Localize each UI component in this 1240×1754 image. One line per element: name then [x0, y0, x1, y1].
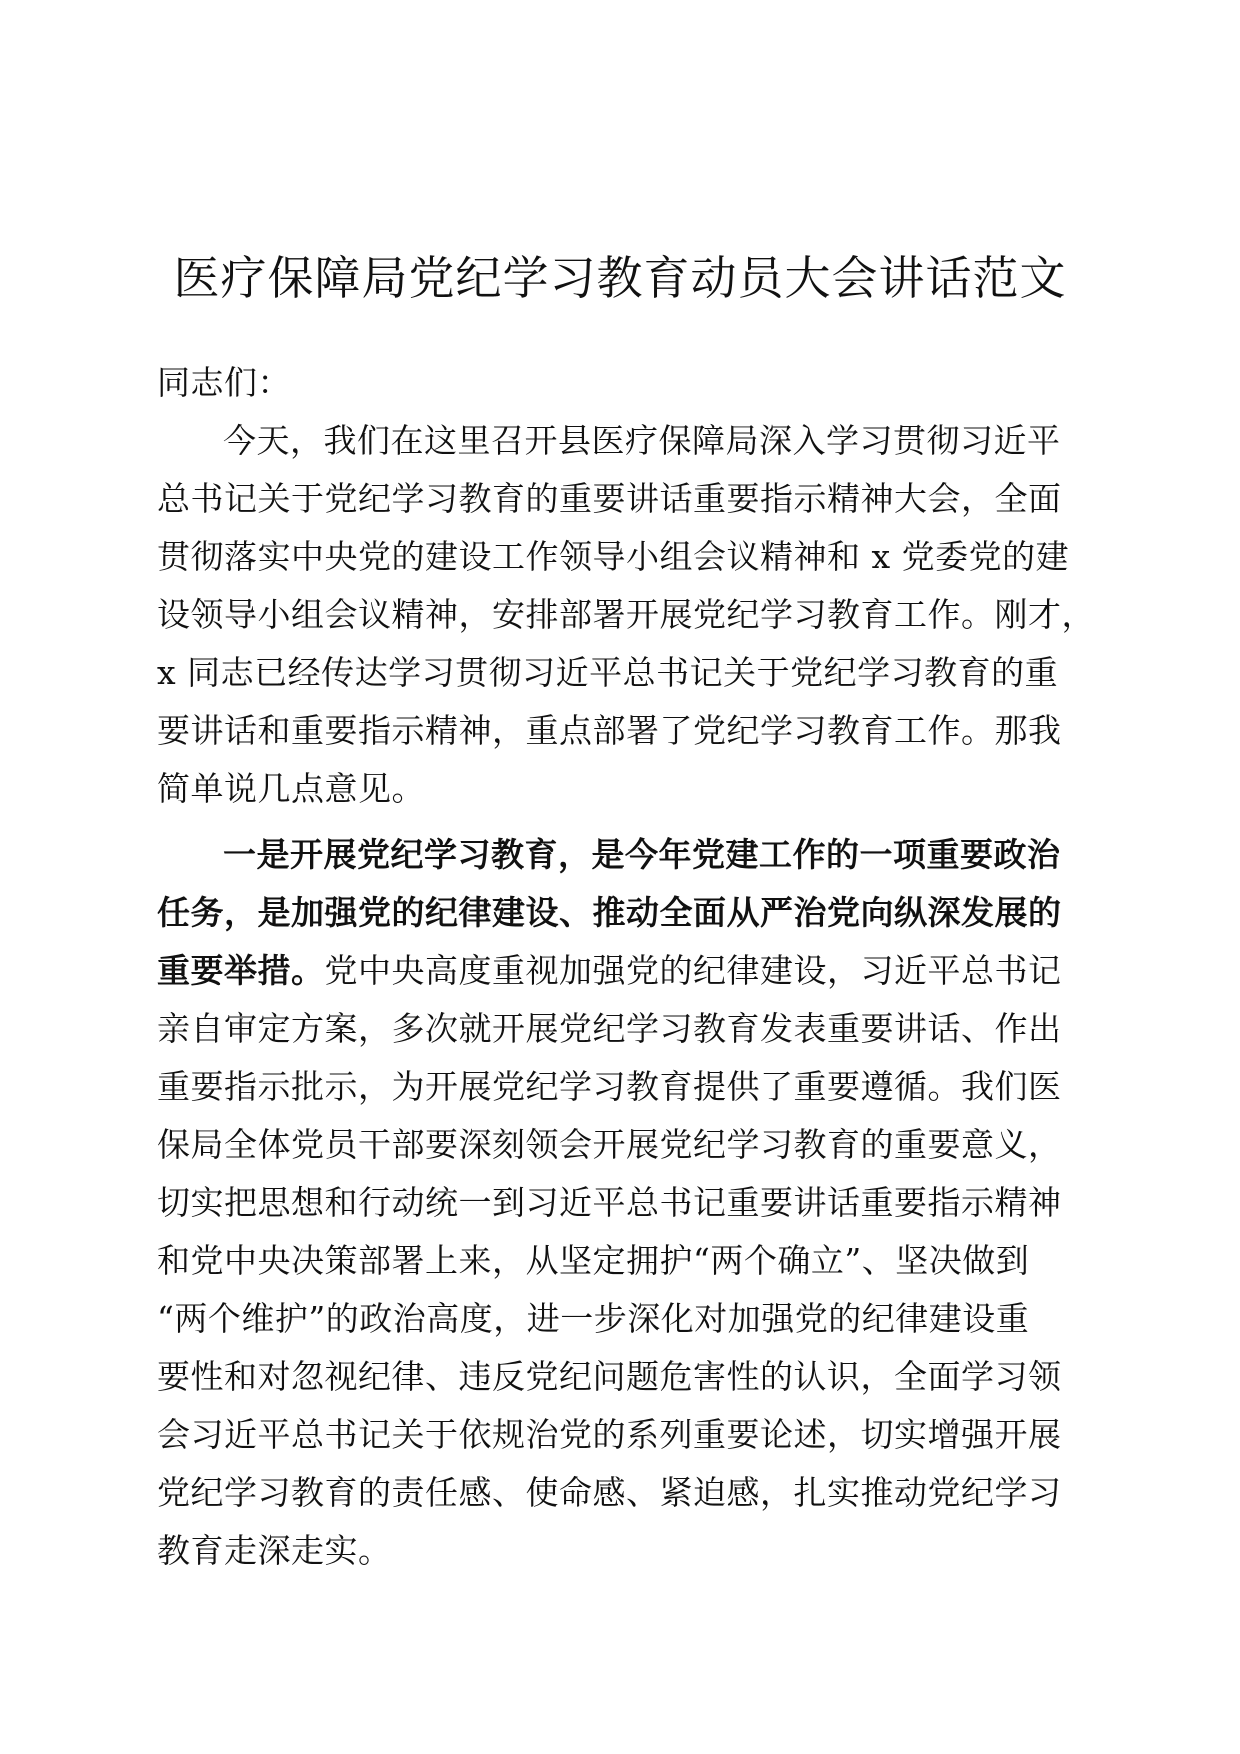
paragraph-line: 会习近平总书记关于依规治党的系列重要论述，切实增强开展	[157, 1415, 1062, 1454]
salutation: 同志们：	[157, 363, 291, 402]
paragraph-text: 党中央高度重视加强党的纪律建设，习近平总书记	[324, 951, 1062, 990]
bold-heading-end: 重要举措。	[157, 951, 325, 990]
paragraph-line: 保局全体党员干部要深刻领会开展党纪学习教育的重要意义，	[157, 1125, 1062, 1164]
paragraph-line: 要性和对忽视纪律、违反党纪问题危害性的认识，全面学习领	[157, 1357, 1062, 1396]
paragraph-line: 要讲话和重要指示精神，重点部署了党纪学习教育工作。那我	[157, 711, 1062, 750]
mixed-line	[157, 942, 1062, 1000]
paragraph-line: 和党中央决策部署上来，从坚定拥护“两个确立”、坚决做到	[157, 1241, 1030, 1280]
paragraph-line: 设领导小组会议精神，安排部署开展党纪学习教育工作。刚才，	[157, 595, 1095, 634]
paragraph-line: 切实把思想和行动统一到习近平总书记重要讲话重要指示精神	[157, 1183, 1062, 1222]
paragraph-line: 总书记关于党纪学习教育的重要讲话重要指示精神大会，全面	[157, 479, 1062, 518]
document-body	[157, 354, 1095, 1580]
paragraph-2	[157, 826, 1062, 1580]
paragraph-line: 亲自审定方案，多次就开展党纪学习教育发表重要讲话、作出	[157, 1009, 1062, 1048]
paragraph-line: “两个维护”的政治高度，进一步深化对加强党的纪律建设重	[157, 1299, 1030, 1338]
paragraph-line: 今天，我们在这里召开县医疗保障局深入学习贯彻习近平	[223, 421, 1061, 460]
paragraph-1	[157, 412, 1095, 818]
document-title: 医疗保障局党纪学习教育动员大会讲话范文	[173, 251, 1067, 305]
paragraph-line: x 同志已经传达学习贯彻习近平总书记关于党纪学习教育的重	[157, 653, 1059, 692]
paragraph-line: 贯彻落实中央党的建设工作领导小组会议精神和 x 党委党的建	[157, 537, 1070, 576]
bold-heading-line: 任务，是加强党的纪律建设、推动全面从严治党向纵深发展的	[157, 893, 1062, 932]
paragraph-line: 简单说几点意见。	[157, 769, 425, 808]
paragraph-line: 重要指示批示，为开展党纪学习教育提供了重要遵循。我们医	[157, 1067, 1062, 1106]
paragraph-line: 党纪学习教育的责任感、使命感、紧迫感，扎实推动党纪学习	[157, 1473, 1062, 1512]
bold-heading-line: 一是开展党纪学习教育，是今年党建工作的一项重要政治	[223, 835, 1061, 874]
paragraph-line: 教育走深走实。	[157, 1531, 392, 1570]
paragraph-gap	[157, 818, 1057, 826]
